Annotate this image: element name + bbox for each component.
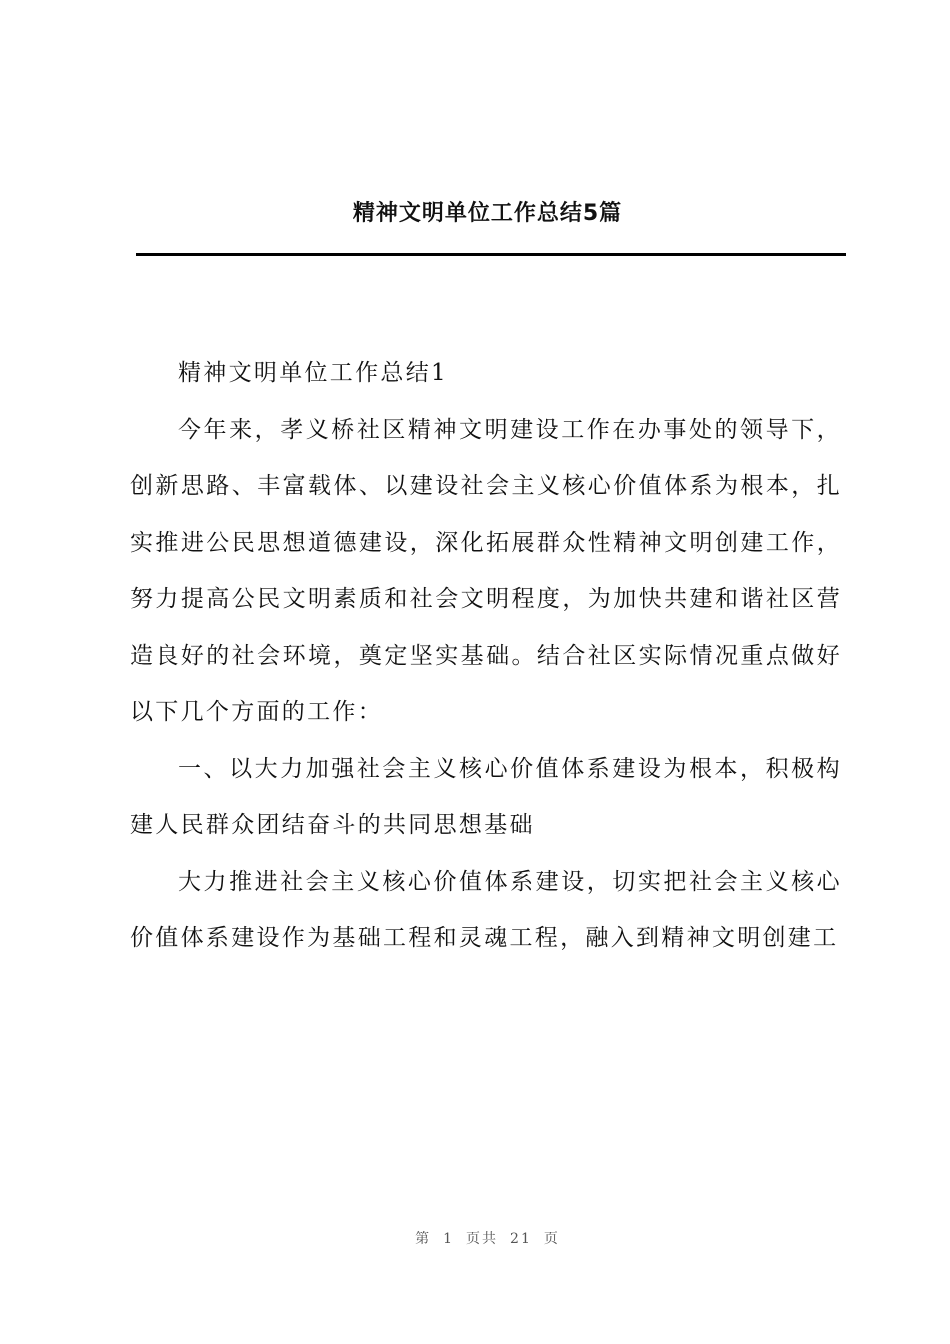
document-title: 精神文明单位工作总结5篇 <box>352 201 623 226</box>
footer-page-middle: 页共 <box>466 1231 499 1247</box>
paragraph: 今年来，孝义桥社区精神文明建设工作在办事处的领导下，创新思路、丰富载体、以建设社会主义核心价值体系为根本，扎实推进公民思想道德建设，深化拓展群众性精神文明创建工作，努力提高公民文明素质和社会文明程度，为加快共建和谐社区营造良好的社会环境，奠定坚实基础。结合社区实际情况重点做好以下几个方面的工作： <box>130 416 842 725</box>
title-underline <box>136 253 846 256</box>
page-footer <box>0 1228 950 1248</box>
footer-page-prefix: 第 <box>415 1231 432 1247</box>
footer-page-number: 1 <box>443 1231 455 1247</box>
footer-page-suffix: 页 <box>543 1231 560 1247</box>
section-heading: 精神文明单位工作总结1 <box>178 360 448 386</box>
paragraph: 大力推进社会主义核心价值体系建设，切实把社会主义核心价值体系建设作为基础工程和灵魂工程，融入到精神文明创建工 <box>130 868 842 951</box>
paragraph: 一、以大力加强社会主义核心价值体系建设为根本，积极构建人民群众团结奋斗的共同思想基础 <box>130 755 842 838</box>
document-body <box>130 345 842 967</box>
footer-page-total: 21 <box>510 1231 532 1247</box>
